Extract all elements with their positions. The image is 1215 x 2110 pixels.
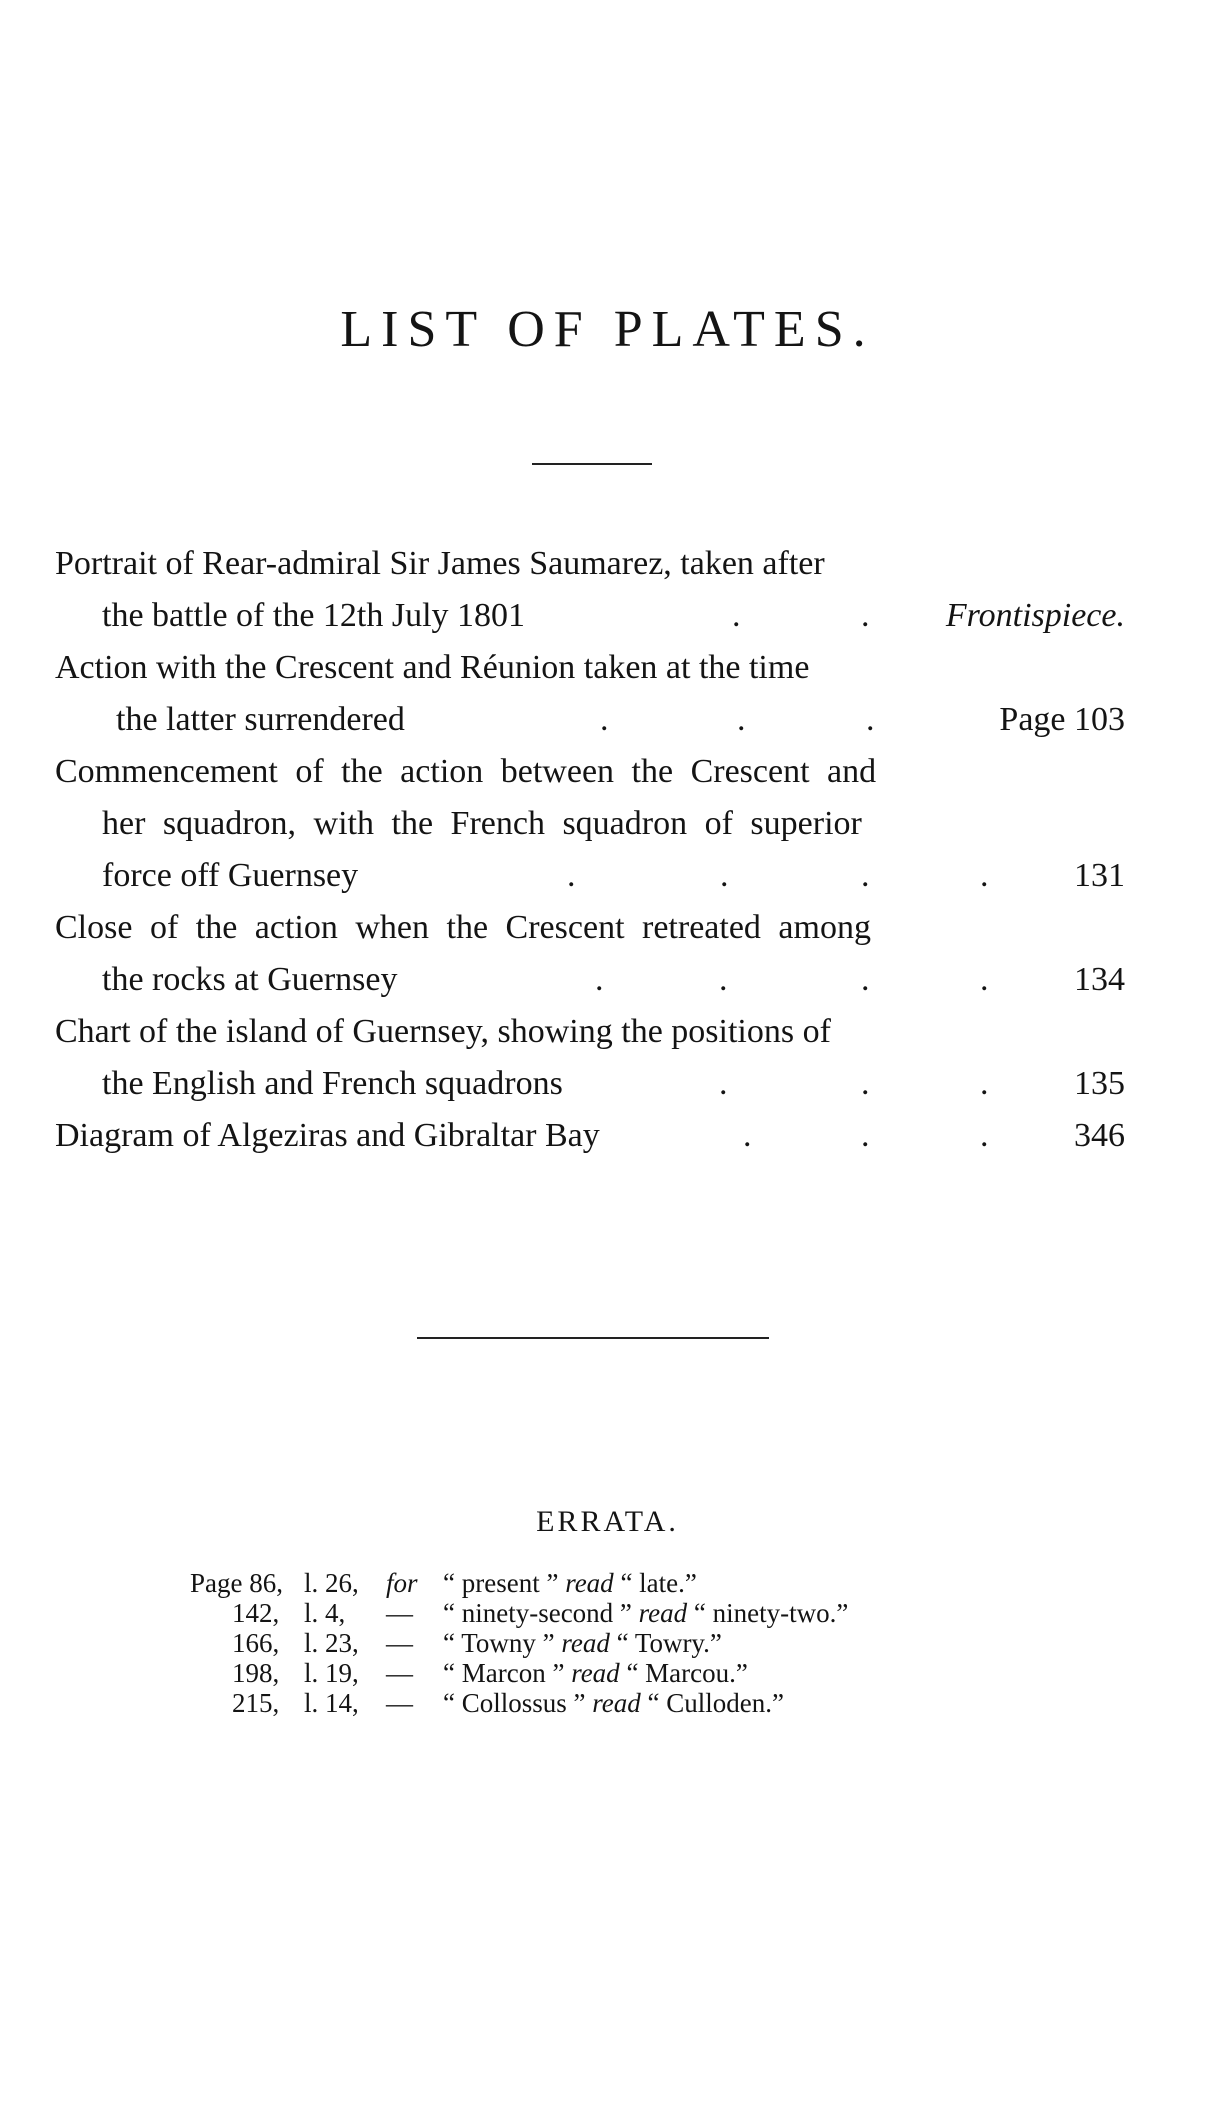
errata-read: read — [565, 1568, 614, 1598]
errata-separator: — — [386, 1688, 413, 1718]
plate-4-page-ref: 134 — [1074, 961, 1125, 998]
errata-correction — [443, 1658, 748, 1688]
leader-dot: . — [861, 597, 870, 634]
errata-page: 166, — [232, 1628, 280, 1658]
leader-dot: . — [861, 1117, 870, 1154]
plate-2-line-1 — [55, 642, 1125, 694]
leader-dot: . — [567, 857, 576, 894]
errata-line: l. 14, — [304, 1688, 359, 1718]
leader-dot: . — [980, 1117, 989, 1154]
section-divider — [417, 1337, 769, 1339]
errata-wrong: “ present ” — [443, 1568, 559, 1598]
plate-1-text-2: the battle of the 12th July 1801 — [102, 597, 526, 634]
errata-wrong: “ Marcon ” — [443, 1658, 565, 1688]
errata-separator: — — [386, 1598, 413, 1628]
plate-3-text-2: her squadron, with the French squadron of superior — [102, 805, 862, 842]
leader-dot: . — [737, 701, 746, 738]
leader-dot: . — [719, 1065, 728, 1102]
plate-3-page-ref: 131 — [1074, 857, 1125, 894]
errata-correction — [443, 1688, 784, 1718]
errata-read: read — [592, 1688, 641, 1718]
plate-4-line-1 — [55, 902, 1125, 954]
plate-3-line-3 — [55, 850, 1125, 902]
errata-line: l. 23, — [304, 1628, 359, 1658]
errata-page: 215, — [232, 1688, 280, 1718]
plate-5-line-2 — [55, 1058, 1125, 1110]
plate-3-text-1: Commencement of the action between the Crescent and — [55, 753, 877, 790]
plate-2-text-1: Action with the Crescent and Réunion taken at the time — [55, 649, 810, 686]
errata-correction — [443, 1568, 697, 1598]
errata-line: l. 26, — [304, 1568, 359, 1598]
leader-dot: . — [600, 701, 609, 738]
plate-3-text-3: force off Guernsey — [102, 857, 359, 894]
leader-dot: . — [719, 961, 728, 998]
errata-page: 198, — [232, 1658, 280, 1688]
errata-correction — [443, 1628, 722, 1658]
errata-separator: for — [386, 1568, 418, 1598]
plate-2-text-2: the latter surrendered — [116, 701, 405, 738]
errata-right: “ Towry.” — [616, 1628, 722, 1658]
plate-2-page-ref: Page 103 — [999, 701, 1125, 738]
plate-1-line-2 — [55, 590, 1125, 642]
plate-4-text-2: the rocks at Guernsey — [102, 961, 398, 998]
plate-3-line-1 — [55, 746, 1125, 798]
plate-1-page-ref: Frontispiece. — [945, 597, 1125, 634]
errata-read: read — [561, 1628, 610, 1658]
errata-wrong: “ Towny ” — [443, 1628, 555, 1658]
errata-right: “ late.” — [620, 1568, 697, 1598]
plate-4-line-2 — [55, 954, 1125, 1006]
leader-dot: . — [980, 857, 989, 894]
plate-3-line-2 — [55, 798, 1125, 850]
plate-5-page-ref: 135 — [1074, 1065, 1125, 1102]
errata-correction — [443, 1598, 848, 1628]
leader-dot: . — [595, 961, 604, 998]
leader-dot: . — [743, 1117, 752, 1154]
plate-1-text-1: Portrait of Rear-admiral Sir James Saumarez, taken after — [55, 545, 825, 582]
leader-dot: . — [980, 1065, 989, 1102]
plate-5-line-1 — [55, 1006, 1125, 1058]
leader-dot: . — [861, 857, 870, 894]
page-title: LIST OF PLATES. — [340, 301, 875, 358]
plate-4-text-1: Close of the action when the Crescent retreated among — [55, 909, 871, 946]
errata-line: l. 19, — [304, 1658, 359, 1688]
plate-5-text-2: the English and French squadrons — [102, 1065, 563, 1102]
errata-page: Page 86, — [190, 1568, 283, 1598]
plate-6-page-ref: 346 — [1074, 1117, 1125, 1154]
errata-separator: — — [386, 1658, 413, 1688]
plate-6-text-1: Diagram of Algeziras and Gibraltar Bay — [55, 1117, 600, 1154]
errata-right: “ Marcou.” — [626, 1658, 748, 1688]
errata-right: “ ninety-two.” — [693, 1598, 849, 1628]
errata-right: “ Culloden.” — [647, 1688, 784, 1718]
plates-list — [55, 538, 1125, 1162]
errata-read: read — [638, 1598, 688, 1628]
errata-wrong: “ Collossus ” — [443, 1688, 586, 1718]
leader-dot: . — [732, 597, 741, 634]
leader-dot: . — [980, 961, 989, 998]
errata-wrong: “ ninety-second ” — [443, 1598, 632, 1628]
title-divider — [532, 463, 652, 465]
plate-2-line-2 — [55, 694, 1125, 746]
errata-heading: ERRATA. — [536, 1505, 679, 1538]
plate-6-line-1 — [55, 1110, 1125, 1162]
leader-dot: . — [866, 701, 875, 738]
errata-line: l. 4, — [304, 1598, 346, 1628]
plate-5-text-1: Chart of the island of Guernsey, showing the positions of — [55, 1013, 831, 1050]
leader-dot: . — [720, 857, 729, 894]
plate-1-line-1 — [55, 538, 1125, 590]
leader-dot: . — [861, 1065, 870, 1102]
errata-separator: — — [386, 1628, 413, 1658]
errata-read: read — [571, 1658, 620, 1688]
leader-dot: . — [861, 961, 870, 998]
errata-page: 142, — [232, 1598, 280, 1628]
